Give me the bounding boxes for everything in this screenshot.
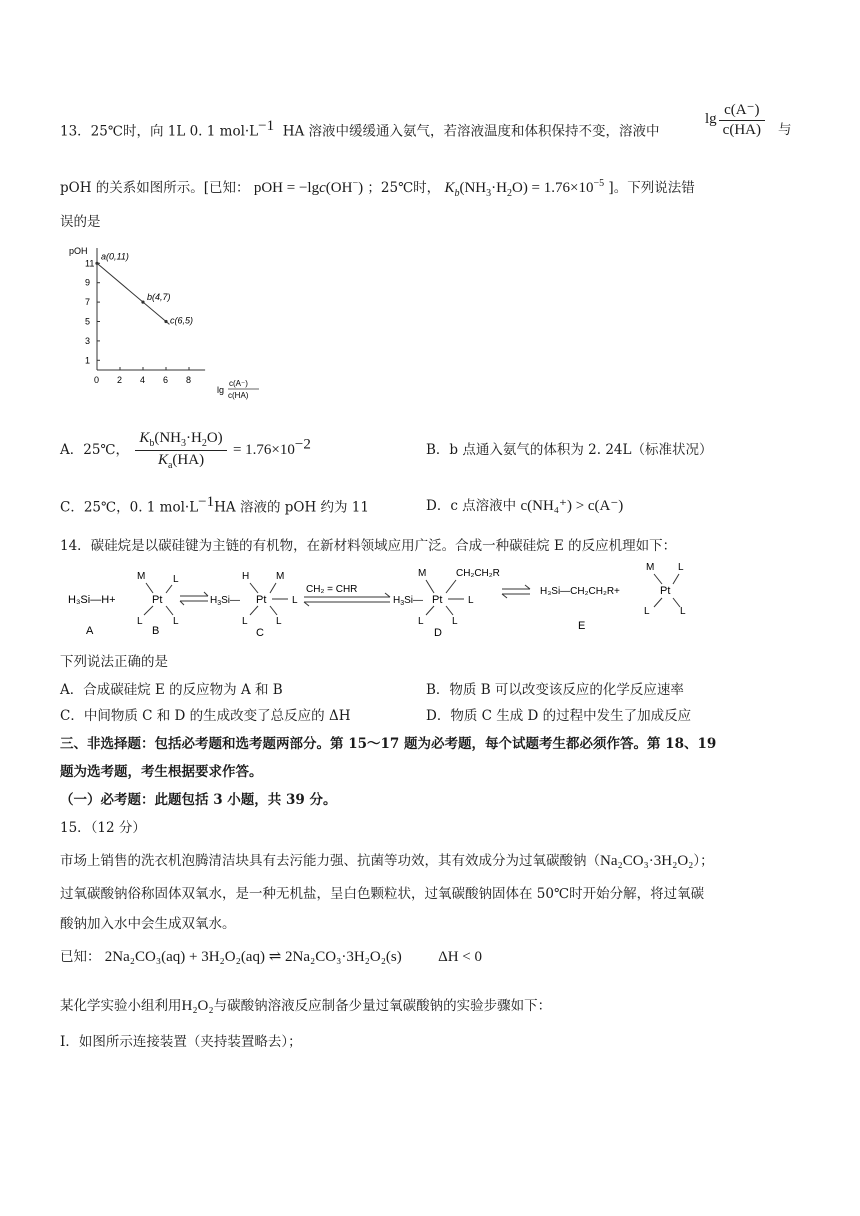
q13-opt-a-frac: $\frac{K_b(NH_3\cdot H_2O)}{K_a(HA)}$ bbox=[135, 430, 226, 471]
q13-opt-d-b: c(NH₄⁺) > c(A⁻) bbox=[520, 498, 624, 514]
x-tick-label: 2 bbox=[117, 375, 123, 385]
svg-text:L: L bbox=[452, 616, 458, 627]
q15-p4-b: 与碳酸钠溶液反应制备少量过氧碳酸钠的实验步骤如下： bbox=[213, 998, 552, 1014]
q13-opt-a-value: = 1.76×10 bbox=[232, 442, 295, 458]
q15-equation: 2Na₂CO₃(aq) + 3H₂O₂(aq) ⇌ 2Na₂CO₃·3H₂O₂(s) bbox=[104, 949, 402, 965]
section3-line2: 题为选考题，考生根据要求作答。 bbox=[60, 764, 263, 780]
svg-text:M: M bbox=[646, 562, 655, 573]
q13-line1-c: 与 bbox=[778, 122, 792, 138]
q15-para2: 过氧碳酸钠俗称固体双氧水，是一种无机盐，呈白色颗粒状，过氧碳酸钠固体在 50℃时开始分解，将过氧碳 bbox=[60, 886, 705, 902]
svg-text:L: L bbox=[242, 616, 248, 627]
svg-text:Pt: Pt bbox=[256, 594, 267, 606]
svg-text:L: L bbox=[644, 606, 650, 617]
y-tick-label: 3 bbox=[85, 335, 91, 346]
x-axis-label-prefix: lg bbox=[217, 385, 225, 395]
q15-known-prefix: 已知： bbox=[60, 949, 101, 965]
q14-label-d: D bbox=[434, 627, 442, 639]
svg-text:H3Si—: $H_3Si—$ bbox=[210, 595, 241, 607]
q14-option-a: A．合成碳硅烷 E 的反应物为 A 和 B bbox=[60, 682, 283, 698]
section3-subheading: （一）必考题：此题包括 3 小题，共 39 分。 bbox=[60, 792, 337, 808]
q15-p4-a: 某化学实验小组利用 bbox=[60, 998, 182, 1014]
data-point bbox=[95, 262, 98, 265]
q13-line2-a: pOH 的关系如图所示。[已知： bbox=[60, 180, 250, 196]
q13-frac-den: c(HA) bbox=[722, 122, 761, 138]
data-point-label: c(6,5) bbox=[170, 315, 194, 326]
svg-text:L: L bbox=[468, 595, 474, 606]
q13-option-c: C．25℃，0. 1 $mol\cdot L^{-1}HA$ 溶液的 pOH 约为 11 bbox=[60, 494, 369, 516]
q13-line2-c: ]。下列说法错 bbox=[608, 180, 695, 196]
q14-label-e: E bbox=[578, 620, 586, 632]
y-tick-label: 1 bbox=[85, 355, 91, 366]
q15-p1-text: 市场上销售的洗衣机泡腾清洁块具有去污能力强、抗菌等功效，其有效成分为过氧碳酸钠（ bbox=[60, 853, 600, 869]
q14-A-text: H₃Si—H+ bbox=[68, 594, 116, 606]
svg-text:H3Si—: $H_3Si—$ bbox=[393, 595, 424, 607]
q14-ask: 下列说法正确的是 bbox=[60, 654, 168, 670]
q15-p1-formula: Na₂CO₃·3H₂O₂ bbox=[600, 853, 694, 869]
svg-text:L: L bbox=[173, 574, 179, 585]
svg-text:L: L bbox=[680, 606, 686, 617]
data-point-label: a(0,11) bbox=[101, 251, 129, 262]
q14-d-group: CH₂CH₂R bbox=[456, 568, 500, 579]
q13-frac-num: c(A⁻) bbox=[719, 100, 765, 121]
x-tick-label: 8 bbox=[186, 375, 192, 385]
svg-text:L: L bbox=[418, 616, 424, 627]
svg-text:L: L bbox=[678, 562, 684, 573]
svg-text:L: L bbox=[276, 616, 282, 627]
svg-text:M: M bbox=[418, 568, 427, 579]
q13-line1 bbox=[60, 118, 660, 140]
svg-text:L: L bbox=[137, 616, 143, 627]
q14-complex-c bbox=[210, 571, 298, 627]
x-tick-label: 6 bbox=[163, 375, 169, 385]
data-point-label: b(4,7) bbox=[147, 292, 171, 303]
q13-kb: $K_b(NH_3\cdot H_2O) = 1.76\times 10^{-5}$ bbox=[444, 178, 605, 199]
q13-line2 bbox=[60, 176, 695, 199]
q13-opt-a-exp: −2 bbox=[294, 436, 311, 453]
svg-text:H: H bbox=[242, 571, 250, 582]
section3-line1: 三、非选择题：包括必考题和选考题两部分。第 15～17 题为必考题，每个试题考生都必须作答。第 18、19 bbox=[60, 736, 717, 752]
q14-complex-pt-free bbox=[644, 562, 686, 617]
svg-text:L: L bbox=[292, 595, 298, 606]
q13-option-b: B．b 点通入氨气的体积为 2. 24L（标准状况） bbox=[426, 442, 713, 458]
x-axis-label-den: c(HA) bbox=[228, 391, 249, 400]
q13-graph bbox=[65, 242, 265, 404]
q15-p1-end: ）； bbox=[693, 853, 714, 869]
q15-known bbox=[60, 945, 482, 966]
q15-para4 bbox=[60, 994, 551, 1015]
y-axis-label: pOH bbox=[69, 246, 88, 256]
q13-line2-b: ；25℃时， bbox=[367, 180, 441, 196]
q13-line3: 误的是 bbox=[60, 214, 101, 230]
q14-label-b: B bbox=[152, 625, 160, 637]
svg-text:M: M bbox=[137, 571, 146, 582]
q13-opt-a-prefix: A．25℃， bbox=[60, 442, 130, 458]
q14-option-d: D．物质 C 生成 D 的过程中发生了加成反应 bbox=[426, 708, 692, 724]
svg-text:M: M bbox=[276, 571, 285, 582]
y-tick-label: 9 bbox=[85, 277, 91, 288]
x-tick-label: 0 bbox=[94, 375, 100, 385]
q14-stem: 14．碳硅烷是以碳硅键为主链的有机物，在新材料领域应用广泛。合成一种碳硅烷 E 的反应机理如下： bbox=[60, 538, 677, 554]
q14-E-text: H₃Si—CH₂CH₂R+ bbox=[540, 586, 620, 597]
q15-delta-h: ΔH < 0 bbox=[438, 949, 483, 965]
q13-line1-b: HA 溶液中缓缓通入氨气，若溶液温度和体积保持不变，溶液中 bbox=[282, 123, 660, 140]
q14-reagent: CH₂ = CHR bbox=[306, 584, 358, 595]
x-tick-label: 4 bbox=[140, 375, 146, 385]
q14-label-c: C bbox=[256, 627, 264, 639]
q14-complex-b bbox=[137, 571, 179, 627]
svg-text:Pt: Pt bbox=[660, 585, 671, 597]
q14-option-b: B．物质 B 可以改变该反应的化学反应速率 bbox=[426, 682, 684, 698]
y-tick-label: 7 bbox=[85, 297, 91, 308]
q13-opt-d-a: D．c 点溶液中 bbox=[426, 498, 517, 514]
q14-complex-d bbox=[393, 568, 500, 627]
q13-option-a bbox=[60, 430, 311, 471]
data-point bbox=[164, 320, 167, 323]
data-point bbox=[141, 301, 144, 304]
q13-option-d bbox=[426, 494, 623, 515]
q13-poh-def: pOH = −lgc(OH−) bbox=[253, 178, 364, 196]
svg-text:L: L bbox=[173, 616, 179, 627]
q13-exp: −1 bbox=[258, 118, 275, 134]
svg-text:Pt: Pt bbox=[152, 594, 163, 606]
y-tick-label: 11 bbox=[85, 258, 95, 269]
q15-p4-h2o2: H₂O₂ bbox=[181, 998, 214, 1014]
q15-para3: 酸钠加入水中会生成双氧水。 bbox=[60, 916, 236, 932]
svg-text:Pt: Pt bbox=[432, 594, 443, 606]
q14-mechanism-diagram bbox=[60, 556, 720, 646]
q15-para1 bbox=[60, 849, 714, 870]
y-tick-label: 5 bbox=[85, 316, 91, 327]
q14-label-a: A bbox=[86, 625, 94, 637]
q15-step1: Ⅰ．如图所示连接装置（夹持装置略去）； bbox=[60, 1034, 302, 1050]
q13-opt-c-a: C．25℃，0. 1 mol·L bbox=[60, 499, 199, 516]
q13-line1-a: 13．25℃时，向 1L 0. 1 mol·L bbox=[60, 123, 259, 140]
x-axis-label-num: c(A⁻) bbox=[229, 379, 248, 388]
q14-option-c: C．中间物质 C 和 D 的生成改变了总反应的 ΔH bbox=[60, 708, 351, 724]
q15-heading: 15．（12 分） bbox=[60, 820, 146, 836]
q13-opt-c-b: HA 溶液的 pOH 约为 11 bbox=[214, 499, 369, 516]
q13-lg-fraction: lg $\frac{c(A^-)}{c(HA)}$ bbox=[705, 100, 767, 139]
